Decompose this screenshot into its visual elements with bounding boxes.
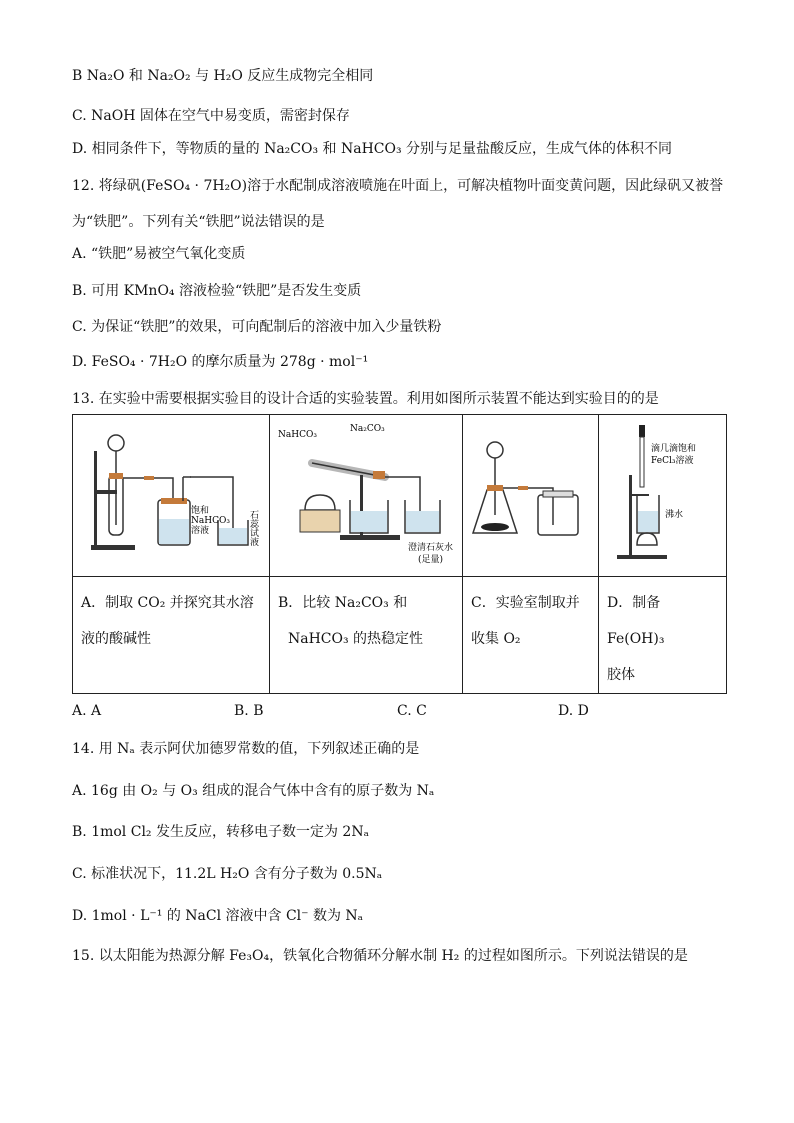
figure-c-cell (463, 415, 599, 577)
caption-c-line2: 收集 O₂ (471, 631, 521, 647)
label-excess: (足量) (418, 555, 444, 565)
label-fecl3: FeCl₃溶液 (651, 456, 694, 466)
q14-option-d: D. 1mol · L⁻¹ 的 NaCl 溶液中含 Cl⁻ 数为 Nₐ (72, 908, 364, 924)
caption-d-line2: 胶体 (607, 667, 635, 683)
q12-option-a: A. “铁肥”易被空气氧化变质 (72, 246, 246, 262)
label-nahco3: NaHCO₃ (191, 516, 230, 526)
q11-option-b: B Na₂O 和 Na₂O₂ 与 H₂O 反应生成物完全相同 (72, 68, 374, 84)
label-b-na2co3: Na₂CO₃ (350, 424, 385, 434)
caption-a (73, 577, 270, 694)
q12-stem-line1: 12. 将绿矾(FeSO₄ · 7H₂O)溶于水配制成溶液喷施在叶面上，可解决植物叶面变黄问题，因此绿矾又被誉 (72, 178, 724, 194)
q11-option-d: D. 相同条件下，等物质的量的 Na₂CO₃ 和 NaHCO₃ 分别与足量盐酸反应，生成气体的体积不同 (72, 141, 673, 157)
q14-option-a: A. 16g 由 O₂ 与 O₃ 组成的混合气体中含有的原子数为 Nₐ (72, 783, 435, 799)
q12-option-c: C. 为保证“铁肥”的效果，可向配制后的溶液中加入少量铁粉 (72, 319, 442, 335)
apparatus-b-figure (270, 415, 462, 572)
q13-option-a: A. A (72, 703, 102, 719)
caption-b-line1: B．比较 Na₂CO₃ 和 (278, 595, 408, 611)
caption-b (270, 577, 463, 694)
q12-option-d: D. FeSO₄ · 7H₂O 的摩尔质量为 278g · mol⁻¹ (72, 354, 369, 370)
caption-d-line1: D．制备 Fe(OH)₃ (607, 595, 665, 647)
label-saturated: 饱和 (191, 506, 210, 516)
label-boiling-water: 沸水 (665, 510, 684, 520)
q13-stem: 13. 在实验中需要根据实验目的设计合适的实验装置。利用如图所示装置不能达到实验目的的是 (72, 391, 659, 407)
q13-figure-table (72, 414, 727, 694)
q14-stem: 14. 用 Nₐ 表示阿伏加德罗常数的值，下列叙述正确的是 (72, 741, 420, 757)
caption-b-line2: NaHCO₃ 的热稳定性 (288, 631, 424, 647)
apparatus-c-figure (463, 415, 598, 572)
label-limewater: 澄清石灰水 (408, 543, 454, 553)
label-add-drops: 滴几滴饱和 (651, 444, 697, 454)
q13-option-c: C. C (397, 703, 427, 719)
caption-c-line1: C．实验室制取并 (471, 595, 580, 611)
q12-option-b: B. 可用 KMnO₄ 溶液检验“铁肥”是否发生变质 (72, 283, 362, 299)
apparatus-a-figure (73, 415, 269, 572)
q13-option-b: B. B (234, 703, 264, 719)
q15-stem: 15. 以太阳能为热源分解 Fe₃O₄，铁氧化合物循环分解水制 H₂ 的过程如图所示。下列说法错误的是 (72, 948, 688, 964)
apparatus-d-figure (599, 415, 726, 572)
q11-option-c: C. NaOH 固体在空气中易变质，需密封保存 (72, 108, 350, 124)
q12-stem-line2: 为“铁肥”。下列有关“铁肥”说法错误的是 (72, 214, 325, 230)
caption-a-line1: A．制取 CO₂ 并探究其水溶 (81, 595, 254, 611)
caption-a-line2: 液的酸碱性 (81, 631, 151, 647)
q13-option-d: D. D (558, 703, 589, 719)
q14-option-b: B. 1mol Cl₂ 发生反应，转移电子数一定为 2Nₐ (72, 824, 369, 840)
caption-c (463, 577, 599, 694)
figure-d-cell (599, 415, 727, 577)
q14-option-c: C. 标准状况下，11.2L H₂O 含有分子数为 0.5Nₐ (72, 866, 383, 882)
label-solution: 溶液 (191, 526, 210, 536)
figure-b-cell (270, 415, 463, 577)
label-b-nahco3: NaHCO₃ (278, 430, 317, 440)
label-litmus: 石蕊试液 (248, 510, 258, 546)
caption-d (599, 577, 727, 694)
figure-a-cell (73, 415, 270, 577)
